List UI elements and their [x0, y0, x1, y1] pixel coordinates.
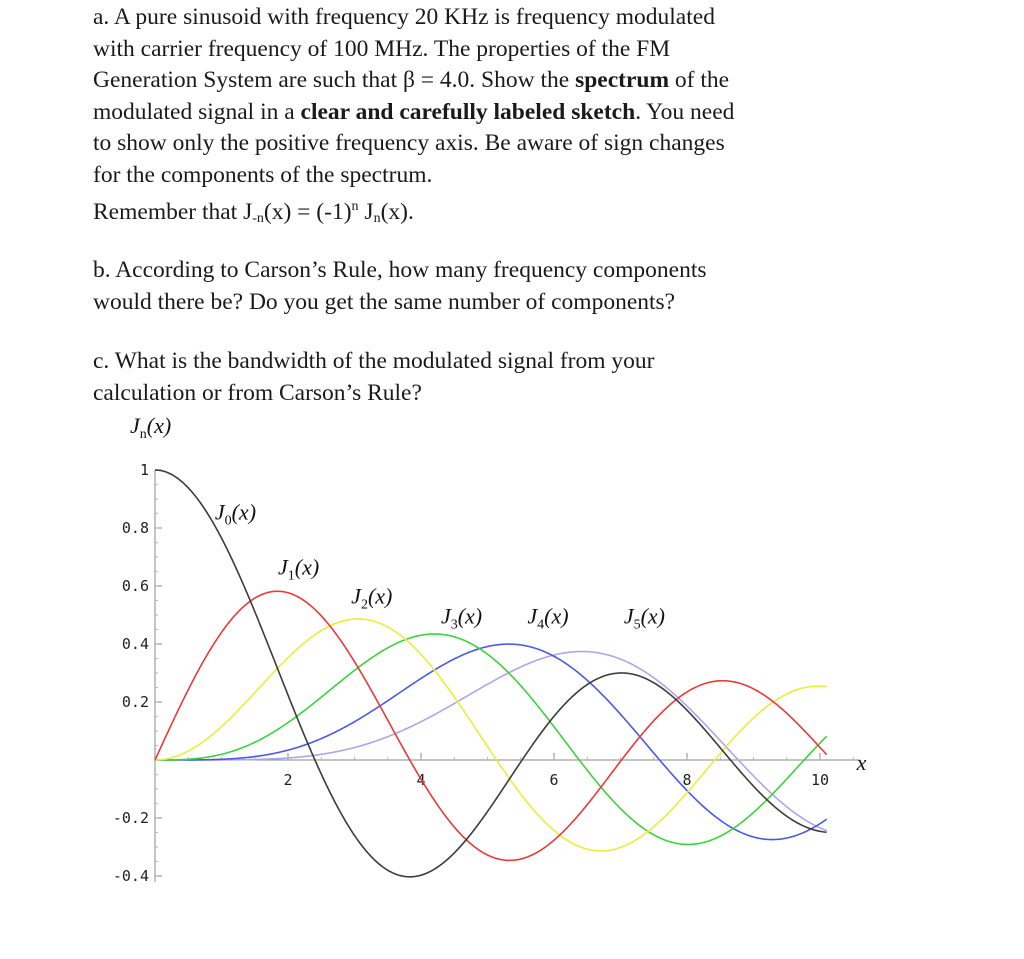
series-line-j3x [155, 634, 830, 844]
x-tick-label: 6 [549, 771, 559, 789]
bessel-identity: Remember that $J_{-n}(x) = (-1)^n$ $J_n(x)$. [93, 199, 414, 226]
y-tick-label: 0.4 [121, 635, 149, 653]
x-tick-label: 2 [283, 771, 293, 789]
question-a-line: for the components of the spectrum. [93, 161, 433, 188]
question-b [93, 255, 883, 318]
series-label: $J_2(x)$ [351, 583, 393, 613]
series-line-j2x [155, 619, 830, 851]
chart-axes [113, 413, 867, 885]
question-b-line: would there be? Do you get the same number of components? [93, 288, 676, 315]
y-tick-label: 0.8 [121, 519, 149, 537]
bessel-chart [0, 400, 1024, 959]
question-c-line: calculation or from Carson’s Rule? [93, 379, 422, 406]
series-label: $J_1(x)$ [278, 554, 320, 584]
x-tick-label: 8 [682, 771, 692, 789]
chart-curves [155, 470, 830, 877]
series-label: $J_3(x)$ [440, 603, 483, 633]
question-c-line: c. What is the bandwidth of the modulated signal from your [93, 348, 655, 374]
x-tick-label: 4 [416, 771, 426, 789]
y-tick-label: 0.6 [121, 577, 149, 595]
question-a-line: to show only the positive frequency axis. Be aware of sign changes [93, 130, 725, 156]
x-tick-label: 10 [810, 771, 830, 789]
question-a [93, 2, 883, 235]
y-axis-label: $J_n(x)$ [130, 413, 172, 442]
question-b-line: b. According to Carson’s Rule, how many frequency components [93, 257, 707, 283]
series-label: $J_5(x)$ [623, 603, 666, 633]
x-axis-label: x [856, 750, 867, 775]
y-tick-label: -0.4 [112, 867, 149, 885]
question-a-line: with carrier frequency of 100 MHz. The properties of the FM [93, 35, 671, 62]
bold-spectrum: spectrum [575, 67, 670, 93]
question-a-line: modulated signal in a clear and carefully labeled sketch. You need [93, 98, 735, 125]
y-tick-label: 1 [139, 461, 149, 479]
y-tick-label: -0.2 [112, 809, 149, 827]
series-label: $J_0(x)$ [214, 499, 257, 529]
series-label: $J_4(x)$ [527, 603, 569, 633]
chart-labels [215, 499, 665, 632]
bold-sketch: clear and carefully labeled sketch [300, 98, 636, 125]
y-tick-label: 0.2 [121, 693, 149, 711]
question-a-line: a. A pure sinusoid with frequency 20 KHz is frequency modulated [93, 4, 715, 30]
question-a-line: Generation System are such that β = 4.0. Show the spectrum of the [93, 67, 730, 93]
series-line-j1x [155, 591, 830, 860]
series-line-j0x [155, 470, 830, 877]
